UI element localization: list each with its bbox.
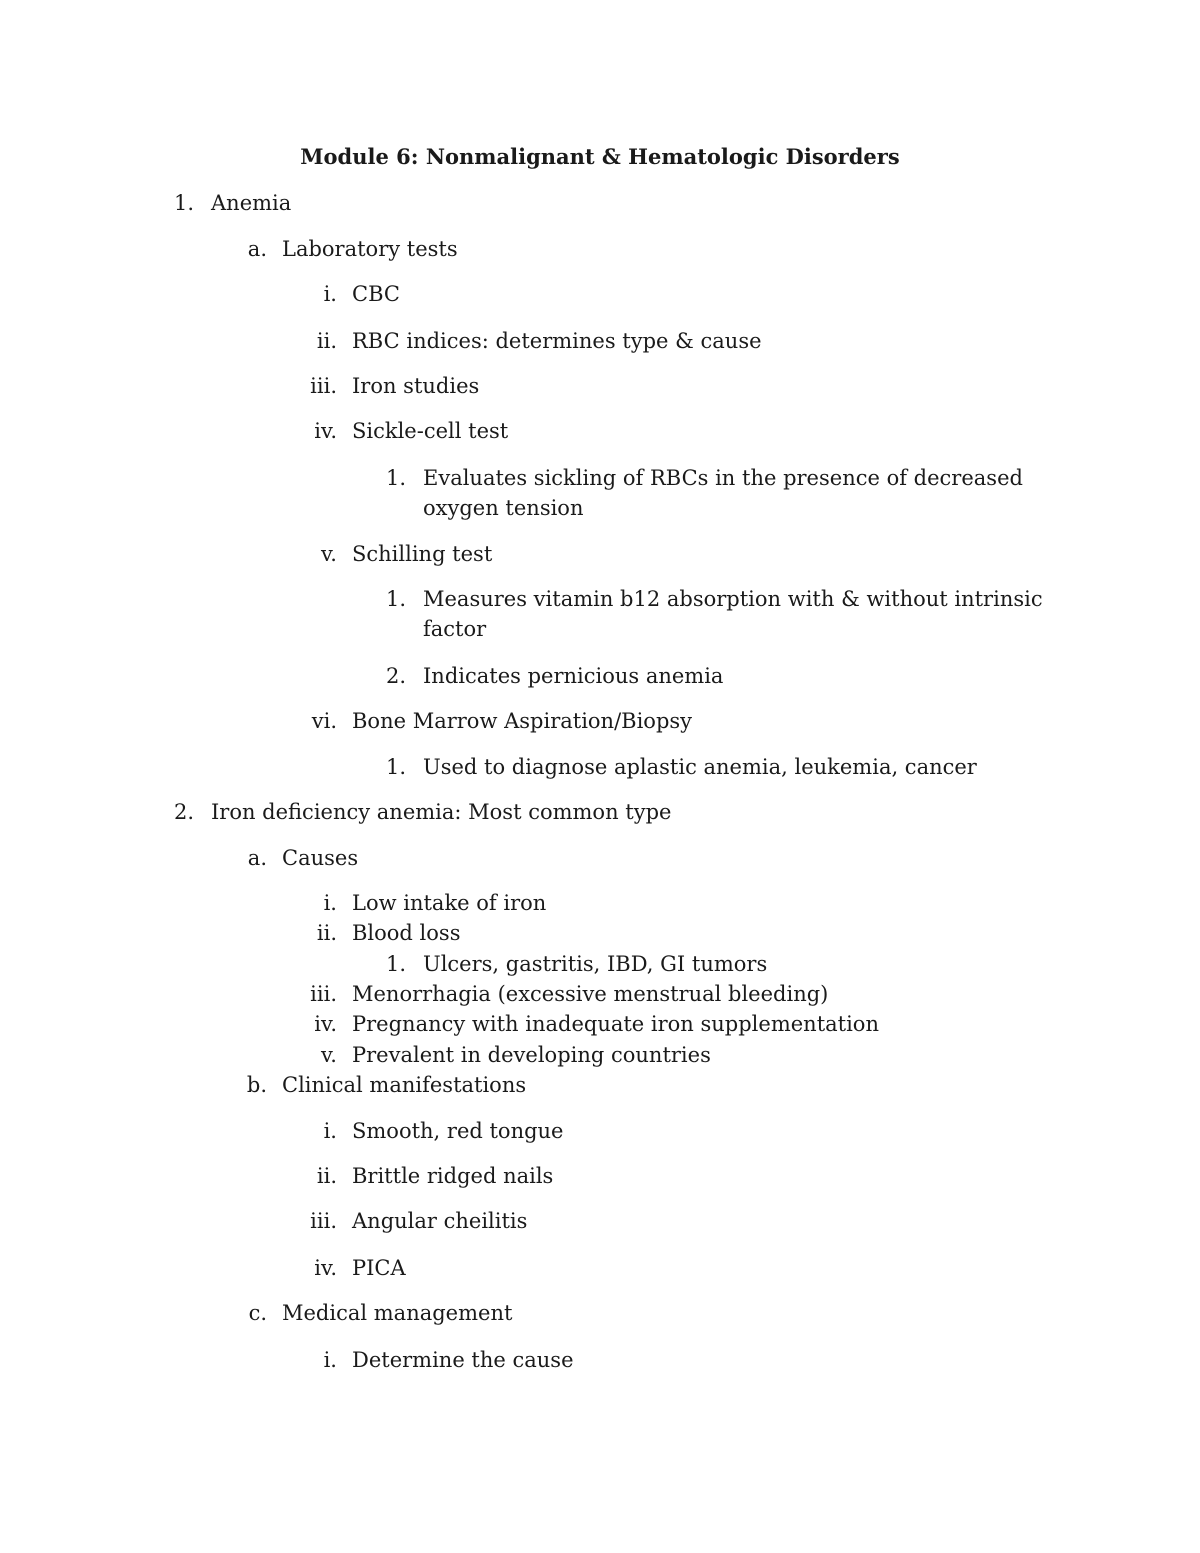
list-item-text: Clinical manifestations	[282, 1073, 527, 1097]
list-item-text: Prevalent in developing countries	[352, 1043, 711, 1067]
list-marker: 1.	[385, 755, 406, 779]
list-marker: ii.	[316, 329, 337, 353]
list-item-text: Sickle-cell test	[352, 419, 509, 443]
list-marker: a.	[247, 846, 267, 870]
list-item-text: CBC	[352, 282, 400, 306]
list-item-text: Schilling test	[352, 542, 493, 566]
list-item-text: factor	[423, 617, 487, 641]
list-item-text: Measures vitamin b12 absorption with & without intrinsic	[423, 587, 1043, 611]
list-marker: 1.	[385, 952, 406, 976]
list-marker: ii.	[316, 921, 337, 945]
list-marker: iii.	[310, 982, 337, 1006]
list-marker: i.	[323, 891, 337, 915]
list-item-text: Indicates pernicious anemia	[423, 664, 724, 688]
list-marker: iv.	[314, 1012, 337, 1036]
list-item-text: Medical management	[282, 1301, 513, 1325]
list-item-text: Evaluates sickling of RBCs in the presence of decreased	[423, 466, 1023, 490]
list-marker: iv.	[314, 1256, 337, 1280]
list-marker: iv.	[314, 419, 337, 443]
list-marker: iii.	[310, 1209, 337, 1233]
list-item-text: Anemia	[211, 191, 292, 215]
list-marker: v.	[320, 542, 337, 566]
list-item-text: Blood loss	[352, 921, 461, 945]
list-marker: 2.	[385, 664, 406, 688]
document-title: Module 6: Nonmalignant & Hematologic Disorders	[300, 144, 900, 169]
list-marker: 1.	[173, 191, 194, 215]
list-item-text: Brittle ridged nails	[352, 1164, 554, 1188]
list-item-text: PICA	[352, 1256, 406, 1280]
list-marker: c.	[248, 1301, 267, 1325]
list-item-text: RBC indices: determines type & cause	[352, 329, 762, 353]
list-marker: ii.	[316, 1164, 337, 1188]
list-item-text: oxygen tension	[423, 496, 584, 520]
list-marker: iii.	[310, 374, 337, 398]
list-marker: i.	[323, 1348, 337, 1372]
list-item-text: Iron deficiency anemia: Most common type	[211, 800, 672, 824]
list-marker: i.	[323, 1119, 337, 1143]
list-item-text: Low intake of iron	[352, 891, 547, 915]
list-item-text: Laboratory tests	[282, 237, 458, 261]
list-marker: b.	[246, 1073, 267, 1097]
list-marker: vi.	[311, 709, 337, 733]
list-item-text: Determine the cause	[352, 1348, 574, 1372]
list-item-text: Causes	[282, 846, 359, 870]
list-item-text: Menorrhagia (excessive menstrual bleeding)	[352, 982, 829, 1006]
list-item-text: Bone Marrow Aspiration/Biopsy	[352, 709, 693, 733]
list-marker: v.	[320, 1043, 337, 1067]
list-marker: 1.	[385, 466, 406, 490]
list-item-text: Iron studies	[352, 374, 480, 398]
list-marker: 1.	[385, 587, 406, 611]
list-item-text: Smooth, red tongue	[352, 1119, 564, 1143]
list-item-text: Pregnancy with inadequate iron supplementation	[352, 1012, 879, 1036]
list-item-text: Used to diagnose aplastic anemia, leukemia, cancer	[423, 755, 977, 779]
list-marker: i.	[323, 282, 337, 306]
list-item-text: Angular cheilitis	[352, 1209, 528, 1233]
list-marker: a.	[247, 237, 267, 261]
list-marker: 2.	[173, 800, 194, 824]
list-item-text: Ulcers, gastritis, IBD, GI tumors	[423, 952, 768, 976]
